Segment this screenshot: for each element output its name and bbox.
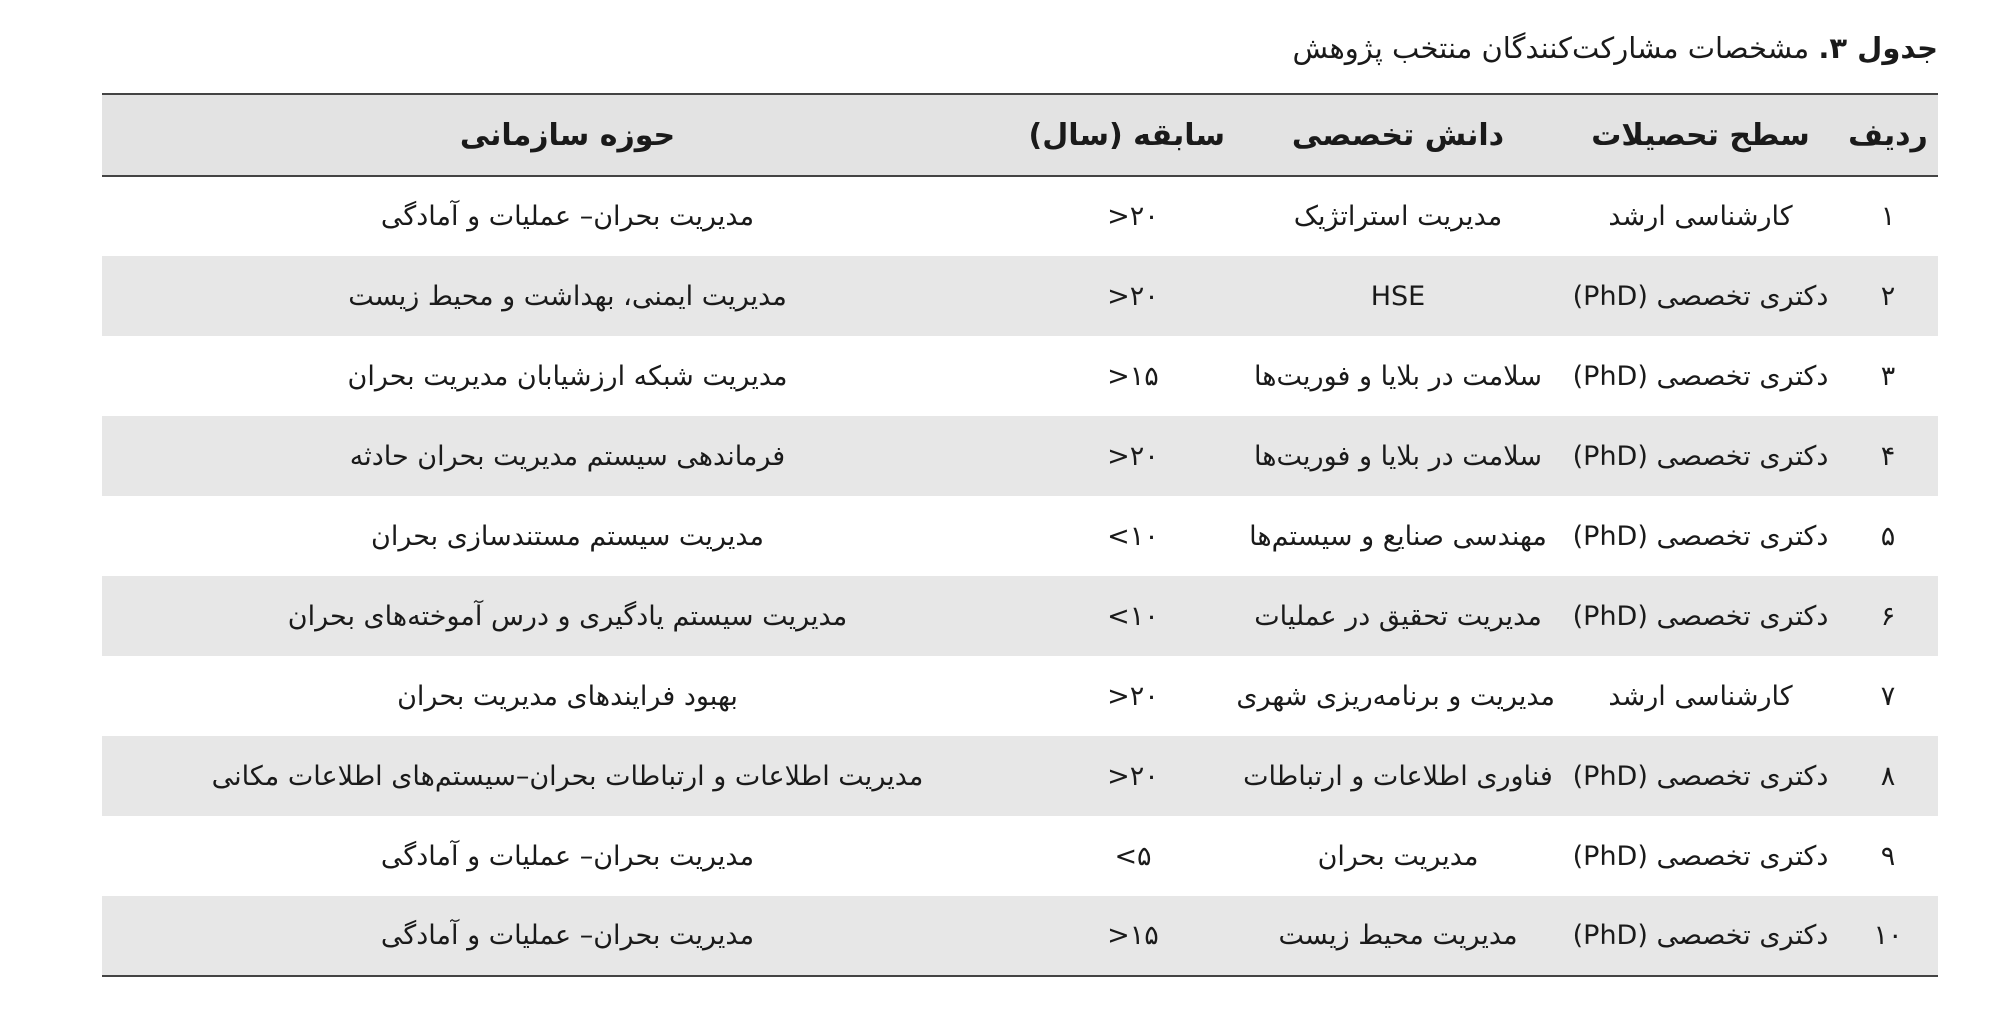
table-row	[102, 256, 1938, 336]
cell-expertise: فناوری اطلاعات و ارتباطات	[1243, 760, 1553, 792]
cell-expertise: مهندسی صنایع و سیستم‌ها	[1249, 520, 1547, 552]
cell-education: دکتری تخصصی (PhD)	[1572, 840, 1829, 872]
cell-education: دکتری تخصصی (PhD)	[1572, 280, 1829, 312]
cell-experience	[1033, 416, 1233, 496]
cell-index: ۹	[1880, 840, 1896, 872]
cell-domain: مدیریت بحران– عملیات و آمادگی	[380, 920, 755, 951]
cell-expertise: HSE	[1370, 280, 1426, 312]
table-row	[102, 736, 1938, 816]
experience-value: >۲۰	[1107, 440, 1159, 472]
participants-table-wrapper	[102, 93, 1938, 977]
cell-education: دکتری تخصصی (PhD)	[1572, 600, 1829, 632]
cell-domain: مدیریت سیستم مستندسازی بحران	[370, 520, 764, 552]
cell-domain: مدیریت بحران– عملیات و آمادگی	[380, 201, 755, 232]
cell-experience	[1033, 656, 1233, 736]
cell-index: ۷	[1880, 680, 1896, 712]
experience-value: <۱۰	[1107, 600, 1159, 632]
header-experience: سابقه (سال)	[1028, 117, 1225, 153]
caption-label: جدول ۳.	[1818, 31, 1938, 65]
cell-experience	[1033, 256, 1233, 336]
cell-education: دکتری تخصصی (PhD)	[1572, 760, 1829, 792]
cell-education: کارشناسی ارشد	[1608, 201, 1793, 232]
cell-expertise: مدیریت استراتژیک	[1293, 201, 1503, 232]
cell-domain: مدیریت سیستم یادگیری و درس آموخته‌های بحران	[287, 600, 848, 632]
cell-experience	[1033, 736, 1233, 816]
cell-expertise: مدیریت محیط زیست	[1278, 920, 1518, 951]
cell-expertise: سلامت در بلایا و فوریت‌ها	[1254, 360, 1542, 392]
cell-domain: مدیریت بحران– عملیات و آمادگی	[380, 840, 755, 872]
table-row	[102, 816, 1938, 896]
experience-value: >۱۵	[1107, 360, 1159, 392]
cell-domain: بهبود فرایندهای مدیریت بحران	[397, 680, 738, 712]
cell-experience	[1033, 496, 1233, 576]
cell-index: ۶	[1880, 600, 1896, 632]
experience-value: >۲۰	[1107, 760, 1159, 792]
experience-value: >۲۰	[1107, 680, 1159, 712]
cell-expertise: مدیریت تحقیق در عملیات	[1254, 600, 1542, 632]
cell-education: دکتری تخصصی (PhD)	[1572, 440, 1829, 472]
cell-experience	[1033, 176, 1233, 256]
table-row	[102, 416, 1938, 496]
cell-expertise: سلامت در بلایا و فوریت‌ها	[1254, 440, 1542, 472]
experience-value: >۲۰	[1107, 201, 1159, 232]
table-row	[102, 336, 1938, 416]
cell-domain: فرماندهی سیستم مدیریت بحران حادثه	[349, 440, 786, 472]
cell-domain: مدیریت ایمنی، بهداشت و محیط زیست	[348, 280, 787, 312]
table-row	[102, 176, 1938, 256]
table-header	[102, 94, 1938, 176]
cell-domain: مدیریت شبکه ارزشیابان مدیریت بحران	[347, 360, 788, 392]
header-education: سطح تحصیلات	[1591, 117, 1810, 153]
cell-index: ۱	[1880, 201, 1896, 232]
cell-experience	[1033, 576, 1233, 656]
cell-education: دکتری تخصصی (PhD)	[1572, 360, 1829, 392]
table-row	[102, 496, 1938, 576]
header-expertise: دانش تخصصی	[1291, 117, 1505, 153]
table-row	[102, 576, 1938, 656]
cell-index: ۴	[1880, 440, 1896, 472]
cell-index: ۱۰	[1873, 920, 1903, 951]
caption-text: مشخصات مشارکت‌کنندگان منتخب پژوهش	[1292, 31, 1819, 65]
cell-index: ۲	[1880, 280, 1896, 312]
cell-experience	[1033, 896, 1233, 976]
cell-education: کارشناسی ارشد	[1608, 680, 1793, 712]
cell-domain: مدیریت اطلاعات و ارتباطات بحران–سیستم‌های اطلاعات مکانی	[211, 760, 924, 792]
cell-education: دکتری تخصصی (PhD)	[1572, 920, 1829, 951]
cell-experience	[1033, 336, 1233, 416]
header-row	[102, 94, 1938, 176]
cell-index: ۵	[1880, 520, 1896, 552]
cell-education: دکتری تخصصی (PhD)	[1572, 520, 1829, 552]
experience-value: <۵	[1114, 840, 1152, 872]
participants-table	[102, 93, 1938, 977]
table-caption	[1292, 26, 1938, 70]
table-row	[102, 896, 1938, 976]
table-row	[102, 656, 1938, 736]
experience-value: >۲۰	[1107, 280, 1159, 312]
cell-expertise: مدیریت بحران	[1317, 840, 1479, 872]
cell-expertise: مدیریت و برنامه‌ریزی شهری	[1236, 680, 1555, 712]
table-body	[102, 176, 1938, 976]
cell-index: ۸	[1880, 760, 1896, 792]
cell-index: ۳	[1880, 360, 1896, 392]
experience-value: <۱۰	[1107, 520, 1159, 552]
header-domain: حوزه سازمانی	[459, 117, 676, 153]
cell-experience	[1033, 816, 1233, 896]
experience-value: >۱۵	[1107, 920, 1159, 951]
header-index: ردیف	[1848, 117, 1928, 153]
